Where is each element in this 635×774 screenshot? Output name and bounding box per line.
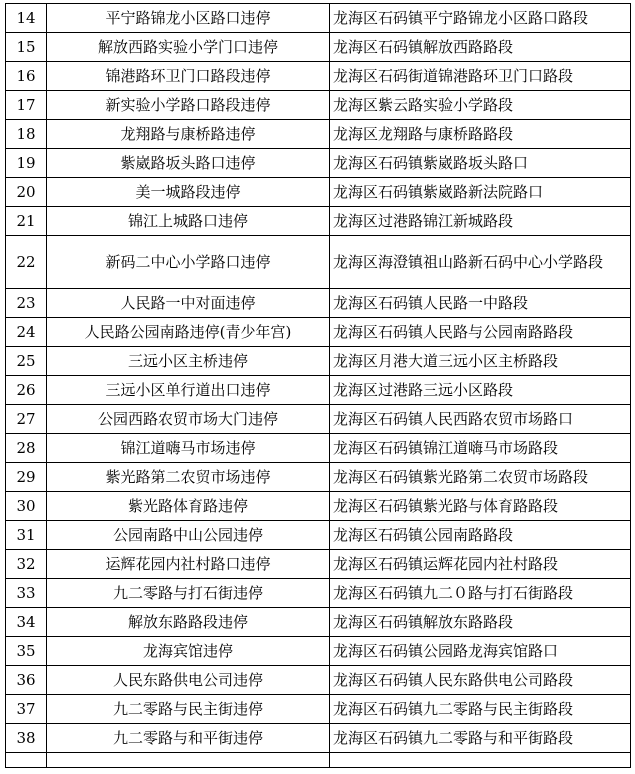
row-number-cell: 15 bbox=[6, 33, 47, 62]
row-number-cell: 36 bbox=[6, 666, 47, 695]
location-cell: 运辉花园内社村路口违停 bbox=[47, 550, 330, 579]
location-cell: 解放东路路段违停 bbox=[47, 608, 330, 637]
location-cell: 紫光路第二农贸市场违停 bbox=[47, 463, 330, 492]
location-cell: 九二零路与民主街违停 bbox=[47, 695, 330, 724]
row-number-cell: 29 bbox=[6, 463, 47, 492]
row-number-cell: 19 bbox=[6, 149, 47, 178]
address-cell: 龙海区石码镇公园路龙海宾馆路口 bbox=[330, 637, 631, 666]
row-number-cell: 31 bbox=[6, 521, 47, 550]
address-cell: 龙海区石码街道锦港路环卫门口路段 bbox=[330, 62, 631, 91]
location-cell: 新实验小学路口路段违停 bbox=[47, 91, 330, 120]
address-cell: 龙海区石码镇人民东路供电公司路段 bbox=[330, 666, 631, 695]
table-row bbox=[6, 463, 631, 492]
row-number-cell: 26 bbox=[6, 376, 47, 405]
address-cell: 龙海区石码镇运辉花园内社村路段 bbox=[330, 550, 631, 579]
address-cell: 龙海区石码镇人民路一中路段 bbox=[330, 289, 631, 318]
location-cell: 平宁路锦龙小区路口违停 bbox=[47, 4, 330, 33]
location-cell: 公园南路中山公园违停 bbox=[47, 521, 330, 550]
row-number-cell: 17 bbox=[6, 91, 47, 120]
table-row bbox=[6, 579, 631, 608]
table-body bbox=[6, 4, 631, 768]
address-cell: 龙海区石码镇人民路与公园南路路段 bbox=[330, 318, 631, 347]
address-cell: 龙海区石码镇平宁路锦龙小区路口路段 bbox=[330, 4, 631, 33]
address-cell: 龙海区石码镇锦江道嗨马市场路段 bbox=[330, 434, 631, 463]
table-row bbox=[6, 550, 631, 579]
address-cell: 龙海区石码镇人民西路农贸市场路口 bbox=[330, 405, 631, 434]
table-row bbox=[6, 637, 631, 666]
location-cell: 九二零路与和平街违停 bbox=[47, 724, 330, 753]
address-cell: 龙海区石码镇九二０路与打石街路段 bbox=[330, 579, 631, 608]
location-cell: 公园西路农贸市场大门违停 bbox=[47, 405, 330, 434]
table-row bbox=[6, 521, 631, 550]
row-number-cell: 20 bbox=[6, 178, 47, 207]
address-cell: 龙海区石码镇紫光路第二农贸市场路段 bbox=[330, 463, 631, 492]
row-number-cell: 32 bbox=[6, 550, 47, 579]
location-cell: 紫崴路坂头路口违停 bbox=[47, 149, 330, 178]
address-cell: 龙海区石码镇紫崴路新法院路口 bbox=[330, 178, 631, 207]
table-row bbox=[6, 608, 631, 637]
location-cell: 三远小区单行道出口违停 bbox=[47, 376, 330, 405]
table-row bbox=[6, 4, 631, 33]
row-number-cell: 22 bbox=[6, 236, 47, 289]
table-row bbox=[6, 695, 631, 724]
row-number-cell: 23 bbox=[6, 289, 47, 318]
address-cell: 龙海区龙翔路与康桥路路段 bbox=[330, 120, 631, 149]
location-cell: 解放西路实验小学门口违停 bbox=[47, 33, 330, 62]
location-cell: 九二零路与打石街违停 bbox=[47, 579, 330, 608]
row-number-cell: 28 bbox=[6, 434, 47, 463]
location-cell: 人民路一中对面违停 bbox=[47, 289, 330, 318]
table-row bbox=[6, 236, 631, 289]
address-cell: 龙海区石码镇解放西路路段 bbox=[330, 33, 631, 62]
empty-cell bbox=[330, 753, 631, 768]
address-cell: 龙海区石码镇紫光路与体育路路段 bbox=[330, 492, 631, 521]
row-number-cell: 21 bbox=[6, 207, 47, 236]
address-cell: 龙海区过港路锦江新城路段 bbox=[330, 207, 631, 236]
location-cell: 紫光路体育路违停 bbox=[47, 492, 330, 521]
violation-parking-table bbox=[5, 3, 631, 768]
table-row bbox=[6, 178, 631, 207]
table-row bbox=[6, 91, 631, 120]
row-number-cell: 35 bbox=[6, 637, 47, 666]
table-row bbox=[6, 149, 631, 178]
row-number-cell: 25 bbox=[6, 347, 47, 376]
location-cell: 人民东路供电公司违停 bbox=[47, 666, 330, 695]
table-row bbox=[6, 120, 631, 149]
row-number-cell: 38 bbox=[6, 724, 47, 753]
address-cell: 龙海区石码镇紫崴路坂头路口 bbox=[330, 149, 631, 178]
table-row bbox=[6, 405, 631, 434]
address-cell: 龙海区石码镇九二零路与民主街路段 bbox=[330, 695, 631, 724]
address-cell: 龙海区海澄镇祖山路新石码中心小学路段 bbox=[330, 236, 631, 289]
table-row bbox=[6, 207, 631, 236]
address-cell: 龙海区过港路三远小区路段 bbox=[330, 376, 631, 405]
location-cell: 锦港路环卫门口路段违停 bbox=[47, 62, 330, 91]
table-row bbox=[6, 347, 631, 376]
row-number-cell: 14 bbox=[6, 4, 47, 33]
location-cell: 新码二中心小学路口违停 bbox=[47, 236, 330, 289]
empty-cell bbox=[47, 753, 330, 768]
table-row bbox=[6, 289, 631, 318]
row-number-cell: 16 bbox=[6, 62, 47, 91]
location-cell: 龙翔路与康桥路违停 bbox=[47, 120, 330, 149]
location-cell: 三远小区主桥违停 bbox=[47, 347, 330, 376]
row-number-cell: 33 bbox=[6, 579, 47, 608]
row-number-cell: 37 bbox=[6, 695, 47, 724]
row-number-cell: 18 bbox=[6, 120, 47, 149]
table-row bbox=[6, 318, 631, 347]
table-row bbox=[6, 62, 631, 91]
location-cell: 锦江道嗨马市场违停 bbox=[47, 434, 330, 463]
address-cell: 龙海区石码镇解放东路路段 bbox=[330, 608, 631, 637]
table-row bbox=[6, 33, 631, 62]
table-row bbox=[6, 434, 631, 463]
table-row bbox=[6, 376, 631, 405]
location-cell: 锦江上城路口违停 bbox=[47, 207, 330, 236]
table-row bbox=[6, 492, 631, 521]
table-row-partial bbox=[6, 753, 631, 768]
address-cell: 龙海区石码镇公园南路路段 bbox=[330, 521, 631, 550]
row-number-cell: 30 bbox=[6, 492, 47, 521]
location-cell: 人民路公园南路违停(青少年宫) bbox=[47, 318, 330, 347]
table-row bbox=[6, 666, 631, 695]
location-cell: 美一城路段违停 bbox=[47, 178, 330, 207]
address-cell: 龙海区石码镇九二零路与和平街路段 bbox=[330, 724, 631, 753]
address-cell: 龙海区月港大道三远小区主桥路段 bbox=[330, 347, 631, 376]
row-number-cell: 24 bbox=[6, 318, 47, 347]
address-cell: 龙海区紫云路实验小学路段 bbox=[330, 91, 631, 120]
empty-cell bbox=[6, 753, 47, 768]
location-cell: 龙海宾馆违停 bbox=[47, 637, 330, 666]
row-number-cell: 27 bbox=[6, 405, 47, 434]
row-number-cell: 34 bbox=[6, 608, 47, 637]
table-row bbox=[6, 724, 631, 753]
